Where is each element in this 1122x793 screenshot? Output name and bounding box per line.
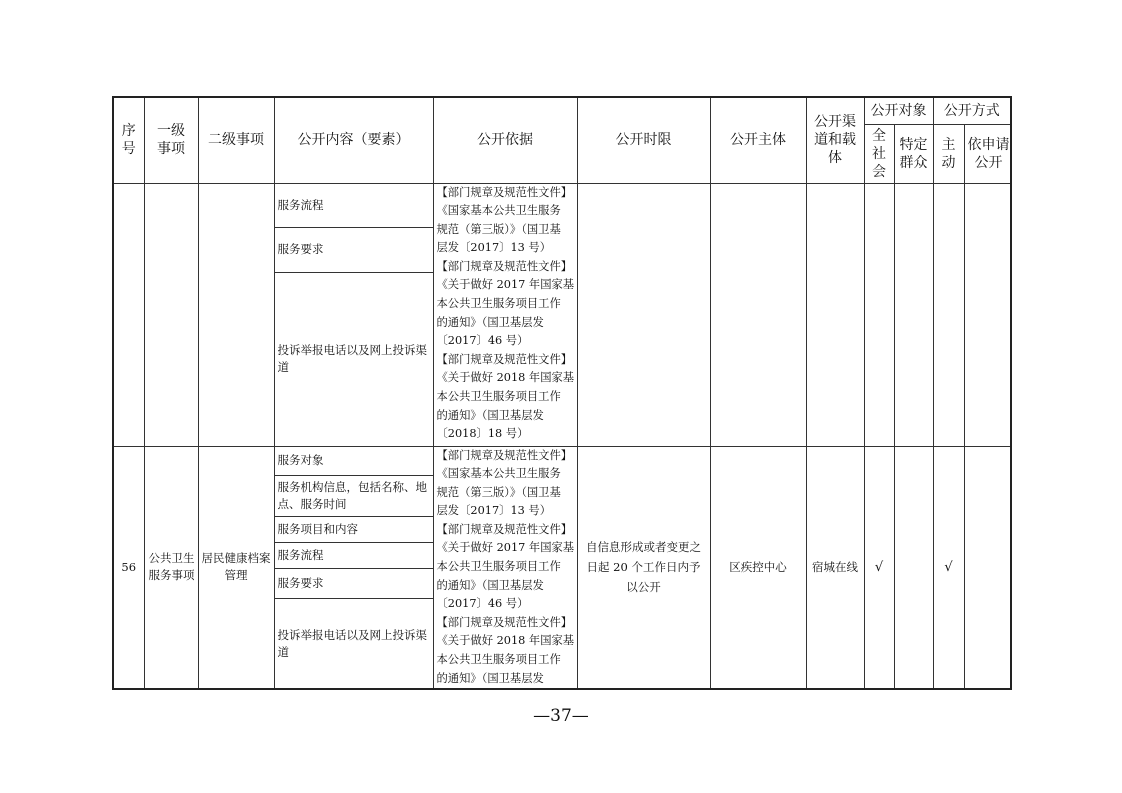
cell-level1: 公共卫生服务事项 [144,446,198,689]
header-index: 序号 [113,97,144,183]
cell-target-specific [894,446,933,689]
header-target-group: 公开对象 [864,97,933,124]
cell-target-specific [894,183,933,446]
cell-index: 56 [113,446,144,689]
header-content: 公开内容（要素） [274,97,433,183]
header-level2: 二级事项 [198,97,274,183]
cell-method-request [964,183,1011,446]
header-channel: 公开渠道和载体 [806,97,864,183]
page-number: —37— [533,706,589,726]
content-item: 服务机构信息，包括名称、地点、服务时间 [274,475,433,516]
header-basis: 公开依据 [433,97,577,183]
cell-target-all [864,183,894,446]
cell-channel: 宿城在线 [806,446,864,689]
basis-cell: 【部门规章及规范性文件】 《国家基本公共卫生服务 规范（第三版）》（国卫基 层发〔2017〕13 号） 【部门规章及规范性文件】 《关于做好 2017 年国家基 本公共卫生服务项目工作 的通知》（国卫基层发 〔2017〕46 号） 【部门规章及规范性文件】 《关于做好 2018 年国家基 本公共卫生服务项目工作 的通知》（国卫基层发 [433,446,577,689]
content-item: 服务项目和内容 [274,516,433,542]
header-level1: 一级事项 [144,97,198,183]
header-time-limit: 公开时限 [577,97,710,183]
content-item: 服务流程 [274,542,433,568]
header-target-specific: 特定群众 [894,124,933,183]
cell-level2: 居民健康档案管理 [198,446,274,689]
cell-level2 [198,183,274,446]
cell-time-limit: 自信息形成或者变更之日起 20 个工作日内予以公开 [577,446,710,689]
cell-target-all: √ [864,446,894,689]
content-item: 服务对象 [274,446,433,475]
cell-index [113,183,144,446]
cell-method-request [964,446,1011,689]
table-row [113,446,1011,475]
basis-cell: 【部门规章及规范性文件】 《国家基本公共卫生服务 规范（第三版）》（国卫基 层发〔2017〕13 号） 【部门规章及规范性文件】 《关于做好 2017 年国家基 本公共卫生服务项目工作 的通知》（国卫基层发 〔2017〕46 号） 【部门规章及规范性文件】 《关于做好 2018 年国家基 本公共卫生服务项目工作 的通知》（国卫基层发 〔2018〕18 号） [433,183,577,446]
cell-subject [710,183,806,446]
header-method-group: 公开方式 [933,97,1011,124]
cell-method-active [933,183,964,446]
content-item: 服务流程 [274,183,433,227]
header-method-active: 主动 [933,124,964,183]
cell-subject: 区疾控中心 [710,446,806,689]
header-subject: 公开主体 [710,97,806,183]
cell-channel [806,183,864,446]
content-item: 服务要求 [274,227,433,272]
disclosure-table [112,96,1012,690]
header-method-request: 依申请公开 [964,124,1011,183]
header-target-all: 全社会 [864,124,894,183]
cell-time-limit [577,183,710,446]
cell-method-active: √ [933,446,964,689]
table-row [113,183,1011,227]
content-item: 投诉举报电话以及网上投诉渠道 [274,272,433,446]
cell-level1 [144,183,198,446]
content-item: 投诉举报电话以及网上投诉渠道 [274,599,433,689]
content-item: 服务要求 [274,569,433,599]
